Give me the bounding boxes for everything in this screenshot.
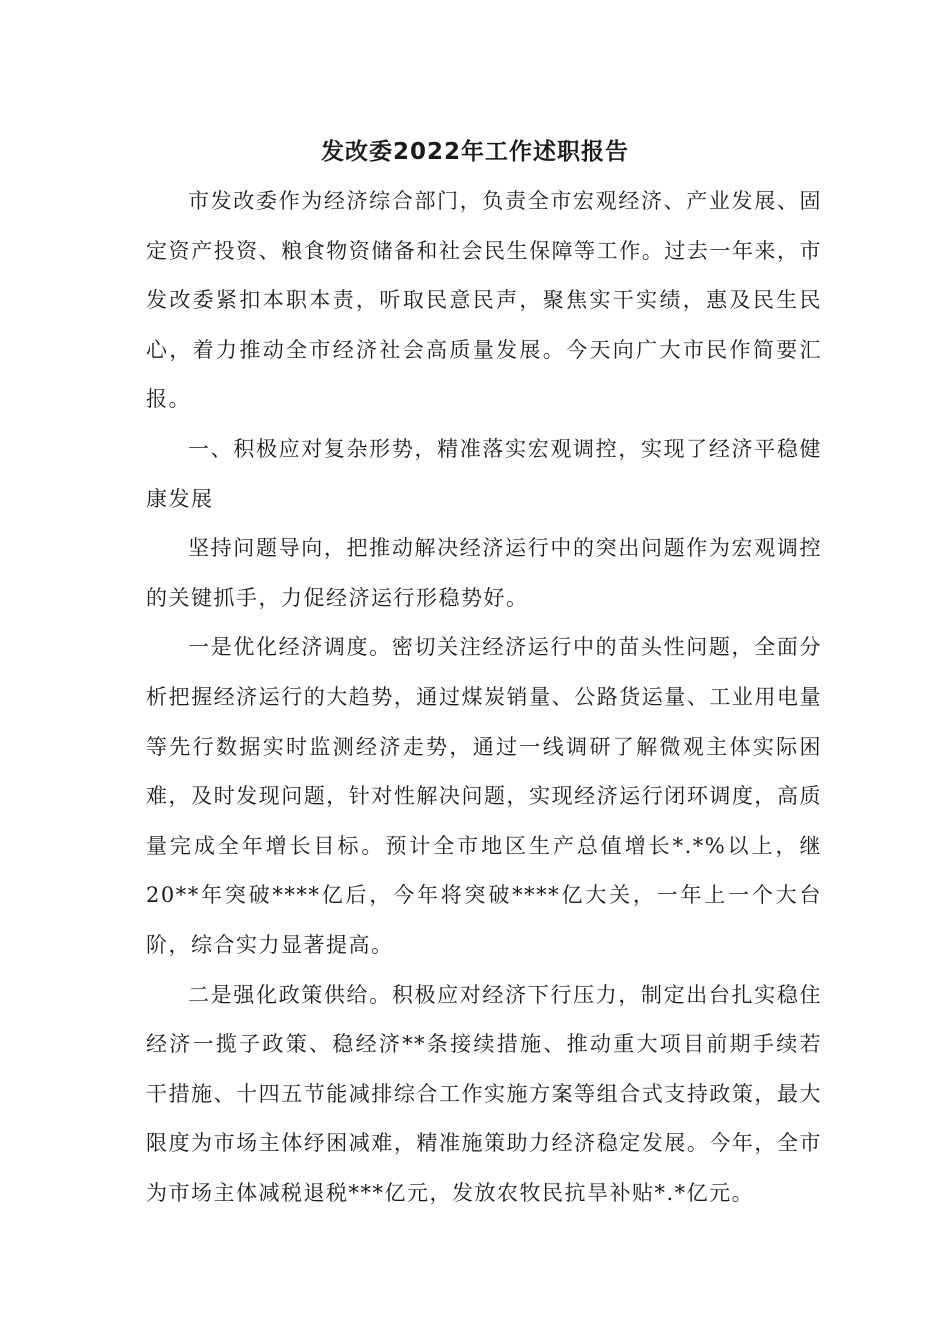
document-title: 发改委2022年工作述职报告 [320, 139, 629, 165]
document-body [146, 177, 822, 1218]
paragraph-intro: 市发改委作为经济综合部门，负责全市宏观经济、产业发展、固定资产投资、粮食物资储备和社会民生保障等工作。过去一年来，市发改委紧扣本职本责，听取民意民声，聚焦实干实绩，惠及民生民心，着力推动全市经济社会高质量发展。今天向广大市民作简要汇报。 [146, 189, 822, 412]
paragraph-section-summary: 坚持问题导向，把推动解决经济运行中的突出问题作为宏观调控的关键抓手，力促经济运行形稳势好。 [146, 536, 822, 610]
section-heading-1: 一、积极应对复杂形势，精准落实宏观调控，实现了经济平稳健康发展 [146, 436, 822, 511]
paragraph-policy-supply: 二是强化政策供给。积极应对经济下行压力，制定出台扎实稳住经济一揽子政策、稳经济**条接续措施、推动重大项目前期手续若干措施、十四五节能减排综合工作实施方案等组合式支持政策，最大限度为市场主体纾困减难，精准施策助力经济稳定发展。今年，全市为市场主体减税退税***亿元，发放农牧民抗旱补贴*.*亿元。 [146, 982, 822, 1205]
paragraph-economic-scheduling: 一是优化经济调度。密切关注经济运行中的苗头性问题，全面分析把握经济运行的大趋势，通过煤炭销量、公路货运量、工业用电量等先行数据实时监测经济走势，通过一线调研了解微观主体实际困难，及时发现问题，针对性解决问题，实现经济运行闭环调度，高质量完成全年增长目标。预计全市地区生产总值增长*.*%以上，继20**年突破****亿后，今年将突破****亿大关，一年上一个大台阶，综合实力显著提高。 [146, 635, 822, 957]
